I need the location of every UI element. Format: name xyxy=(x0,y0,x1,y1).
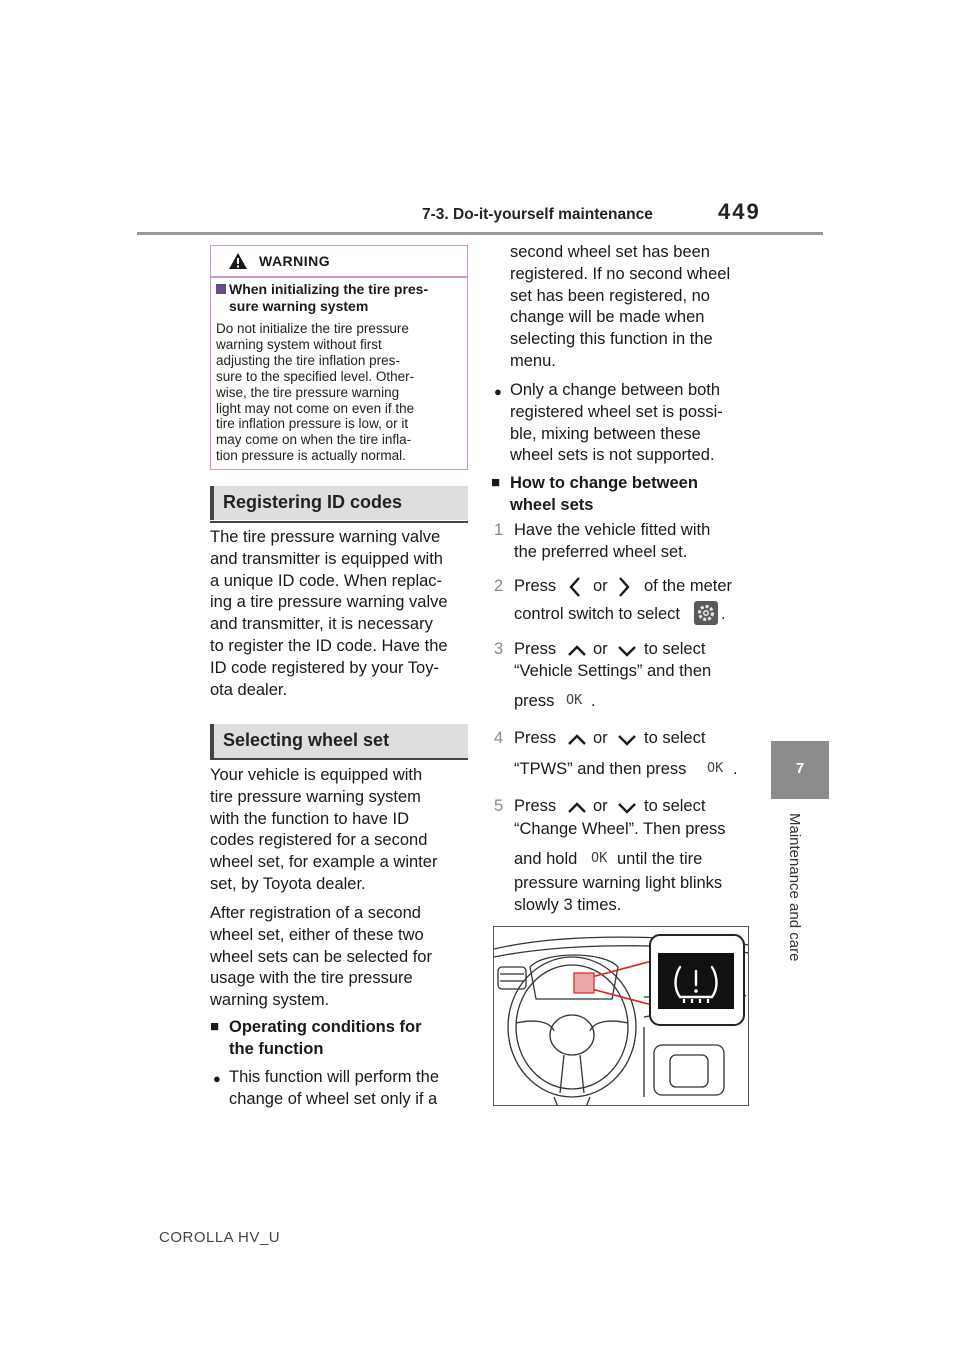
section-underline xyxy=(210,758,468,760)
chevron-down-icon xyxy=(617,802,637,814)
ok-button-icon: OK xyxy=(566,692,583,708)
section-title: 7-3. Do-it-yourself maintenance xyxy=(422,206,653,223)
step-number: 1 xyxy=(494,521,504,539)
warning-title: WARNING xyxy=(259,253,331,269)
ok-button-icon: OK xyxy=(707,760,724,776)
registering-body: The tire pressure warning valve and transmitter is equipped with a unique ID code. When replac- ing a tire pressure warning valve and transmitter, it is necessary to register the ID code. Have the ID code registered by your Toy- ota dealer. xyxy=(210,528,448,699)
how-to-change-heading: How to change between wheel sets xyxy=(510,474,698,514)
step-number: 3 xyxy=(494,640,504,658)
warning-body: Do not initialize the tire pressure warning system without first adjusting the tire inflation pres- sure to the specified level. Other- wise, the tire pressure warning light may not come on even if the tire inflation pressure is low, or it may come on when the tire infla- tion pressure is actually normal. xyxy=(216,321,415,464)
chevron-down-icon xyxy=(617,645,637,657)
heading-registering: Registering ID codes xyxy=(223,492,403,512)
step-text: of the meter xyxy=(644,577,733,595)
step-text: to select xyxy=(644,729,706,747)
step-text: press xyxy=(514,692,555,710)
step-text: or xyxy=(593,640,608,658)
warning-divider xyxy=(211,276,467,278)
bullet-1-text: This function will perform the change of wheel set only if a xyxy=(229,1068,439,1108)
step-text: to select xyxy=(644,797,706,815)
step-text: or xyxy=(593,729,608,747)
bullet-icon: ● xyxy=(213,1071,221,1086)
chevron-left-icon xyxy=(569,576,581,598)
step-1-text: Have the vehicle fitted with the preferred wheel set. xyxy=(514,521,711,561)
heading-selecting: Selecting wheel set xyxy=(223,730,390,750)
step-number: 5 xyxy=(494,797,504,815)
step-text: or xyxy=(593,797,608,815)
selecting-body-1: Your vehicle is equipped with tire pressure warning system with the function to have ID codes registered for a second wheel set, for example a winter set, by Toyota dealer. xyxy=(210,766,438,893)
step-text: “Vehicle Settings” and then xyxy=(514,662,712,680)
warning-triangle-icon xyxy=(228,252,248,270)
step-text: “Change Wheel”. Then press xyxy=(514,820,726,838)
step-text: Press xyxy=(514,729,557,747)
square-bullet-icon: ■ xyxy=(210,1018,220,1035)
square-bullet-icon xyxy=(216,284,226,294)
footer-model: COROLLA HV_U xyxy=(159,1229,281,1246)
step-text: control switch to select xyxy=(514,605,680,623)
operating-conditions-heading: Operating conditions for the function xyxy=(229,1018,422,1058)
step-text: “TPWS” and then press xyxy=(514,760,687,778)
chapter-number: 7 xyxy=(795,760,805,777)
step-text: until the tire xyxy=(617,850,703,868)
step-text: Press xyxy=(514,577,557,595)
step-text: Press xyxy=(514,640,557,658)
ok-button-icon: OK xyxy=(591,850,608,866)
step-text: . xyxy=(733,760,738,778)
step-text: to select xyxy=(644,640,706,658)
section-underline xyxy=(210,521,468,523)
chevron-up-icon xyxy=(567,645,587,657)
settings-gear-icon xyxy=(694,601,718,625)
chevron-down-icon xyxy=(617,734,637,746)
step-text: . xyxy=(721,605,726,623)
step-text: Press xyxy=(514,797,557,815)
chevron-up-icon xyxy=(567,802,587,814)
bullet-icon: ● xyxy=(494,384,502,399)
chapter-label: Maintenance and care xyxy=(786,813,803,962)
bullet-1-continued: second wheel set has been registered. If no second wheel set has been registered, no change will be made when selecting this function in the menu. xyxy=(510,243,731,370)
bullet-2-text: Only a change between both registered wheel set is possi- ble, mixing between these wheel sets is not supported. xyxy=(510,381,723,465)
step-text: or xyxy=(593,577,608,595)
step-text: and hold xyxy=(514,850,578,868)
square-bullet-icon: ■ xyxy=(491,474,501,491)
chevron-up-icon xyxy=(567,734,587,746)
step-number: 4 xyxy=(494,729,504,747)
steering-wheel-illustration xyxy=(494,927,749,1106)
step-number: 2 xyxy=(494,577,504,595)
page-number: 449 xyxy=(718,199,761,224)
warning-subheading: When initializing the tire pres- sure warning system xyxy=(216,281,462,315)
header-rule xyxy=(137,232,823,235)
dashboard-illustration xyxy=(493,926,749,1106)
selecting-body-2: After registration of a second wheel set, either of these two wheel sets can be selected for usage with the tire pressure warning system. xyxy=(210,904,432,1010)
step-text: . xyxy=(591,692,596,710)
chevron-right-icon xyxy=(618,576,630,598)
step-5-text: pressure warning light blinks slowly 3 times. xyxy=(514,874,723,914)
